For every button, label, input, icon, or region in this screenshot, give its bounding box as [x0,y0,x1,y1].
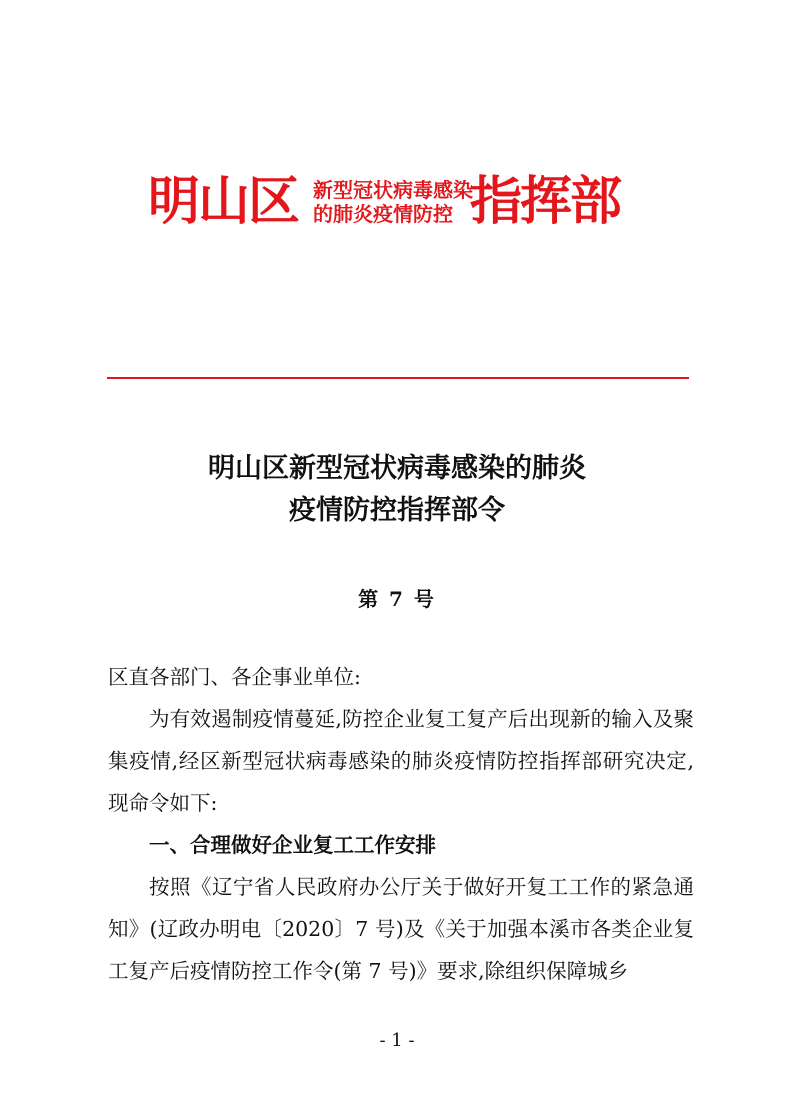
salutation: 区直各部门、各企事业单位: [108,665,361,689]
red-divider [107,377,689,379]
document-number: 第 7 号 [358,587,436,611]
masthead-subtitle-line2: 的肺炎疫情防控 [313,202,453,226]
document-title-line2: 疫情防控指挥部令 [289,495,505,526]
masthead-subtitle-line1: 新型冠状病毒感染 [313,178,473,202]
paragraph-section-1: 按照《辽宁省人民政府办公厅关于做好开复工工作的紧急通知》(辽政办明电〔2020〕7 号)及《关于加强本溪市各类企业复工复产后疫情防控工作令(第 7 号)》要求,除组织保障城乡 [108,875,694,983]
masthead [0,168,794,238]
masthead-subtitle [313,178,473,226]
paragraph-intro: 为有效遏制疫情蔓延,防控企业复工复产后出现新的输入及聚集疫情,经区新型冠状病毒感染的肺炎疫情防控指挥部研究决定,现命令如下: [108,707,694,815]
masthead-command: 指挥部 [470,172,621,232]
masthead-district: 明山区 [148,172,299,232]
section-heading-1: 一、合理做好企业复工工作安排 [149,833,436,857]
document-title [0,448,794,532]
page-number: - 1 - [379,1030,415,1051]
document-title-line1: 明山区新型冠状病毒感染的肺炎 [208,453,586,484]
